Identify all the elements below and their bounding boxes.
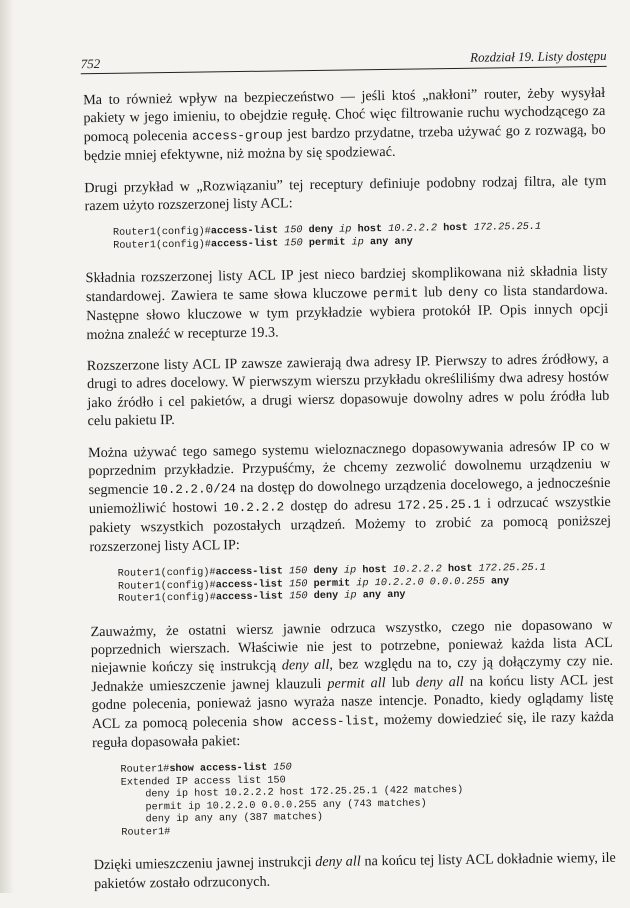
text-run: na końcu tej listy ACL dokładnie wiemy, ile pakietów zostało odrzuconych. bbox=[93, 850, 616, 893]
code-arg: 150 bbox=[284, 238, 303, 250]
code-command: access-list bbox=[210, 238, 279, 251]
text-run: , możemy dowiedzieć się, ile razy każda reguła dopasowała pakiet: bbox=[92, 708, 614, 752]
text-run: co lista standardowa. Następne słowo kluczowe w tym przykładzie wybiera protokół IP. Opis innych opcji można znaleźć w recepturze 19.3. bbox=[86, 281, 609, 343]
code-block-2 bbox=[118, 562, 612, 606]
code-prompt: Router1(config)# bbox=[118, 592, 217, 605]
paragraph-6 bbox=[90, 615, 614, 752]
inline-code: deny bbox=[447, 285, 479, 300]
text-run: Ma to również wpływ na bezpieczeństwo — jeśli ktoś „nakłoni” router, żeby wysyłał pakiety w jego imieniu, to obejdzie regułę. Choć więc filtrowanie ruchu wychodzącego za pomocą polecenia bbox=[83, 84, 606, 146]
code-keyword: permit bbox=[308, 237, 346, 250]
emphasis: permit all bbox=[327, 674, 386, 692]
paragraph-3 bbox=[86, 262, 609, 344]
code-arg: ip bbox=[344, 590, 357, 602]
code-block-1 bbox=[113, 221, 607, 253]
code-arg: 150 bbox=[273, 762, 292, 775]
code-arg: 10.2.2.2 bbox=[392, 564, 442, 577]
paragraph-4: Rozszerzone listy ACL IP zawsze zawierają dwa adresy IP. Pierwszy to adres źródłowy, a drugi to adres docelowy. W pierwszym wierszu przykładu określiliśmy dwa adresy hostów jako źródło i cel pakietów, a drugi wiersz dopasowuje dowolny adres w polu źródła lub celu pakietu IP. bbox=[86, 350, 610, 430]
inline-code: 10.2.2.0/24 bbox=[152, 481, 236, 497]
code-keyword: host bbox=[443, 223, 468, 235]
text-run: Zauważmy, że ostatni wiersz jawnie odrzuca wszystko, czego nie dopasowano w poprzednich wierszach. Właściwie nie jest to potrzebne, ponieważ każda lista ACL niejawnie kończy się instrukcją bbox=[90, 616, 613, 677]
running-header bbox=[80, 42, 606, 74]
code-arg: ip bbox=[339, 224, 352, 237]
code-prompt: Router1(config)# bbox=[113, 239, 212, 252]
code-command: access-list bbox=[210, 225, 279, 238]
code-command: access-list bbox=[215, 579, 284, 592]
code-arg: 150 bbox=[289, 591, 308, 603]
code-keyword: deny bbox=[313, 565, 338, 578]
code-command: show access-list bbox=[169, 763, 268, 776]
code-arg: 150 bbox=[289, 578, 308, 590]
text-run: dostęp do adresu bbox=[283, 496, 398, 515]
code-keyword: any bbox=[362, 590, 382, 602]
text-run: na końcu listy ACL jest godne polecenia, ponieważ jasno wyraża nasze intencje. Ponadto, kiedy oglądamy listę ACL za pomocą polecenia bbox=[91, 671, 614, 732]
paragraph-7 bbox=[94, 849, 616, 893]
code-keyword: host bbox=[357, 224, 383, 236]
code-keyword: host bbox=[447, 563, 473, 576]
code-command: access-list bbox=[215, 566, 283, 579]
code-command: access-list bbox=[215, 591, 284, 604]
text-run: jest bardzo przydatne, trzeba używać go z rozwagą, bo będzie mniej efektywne, niż można by się spodziewać. bbox=[83, 121, 606, 165]
inline-code: permit bbox=[372, 286, 419, 302]
code-arg: 172.25.25.1 bbox=[473, 222, 542, 235]
code-output-line: Router1# bbox=[121, 827, 171, 839]
code-keyword: any bbox=[490, 575, 510, 588]
text-run: Można używać tego samego systemu wieloznacznego dopasowywania adresów IP co w poprzednim przykładzie. Przypuśćmy, że chcemy zezwolić dowolnemu urządzeniu w segmencie bbox=[87, 437, 611, 498]
text-run: i odrzucać wszystkie pakiety wszystkich pozostałych urządzeń. Możemy to zrobić za pomocą poniższej rozszerzonej listy ACL IP: bbox=[89, 493, 612, 555]
emphasis: deny all bbox=[315, 853, 361, 871]
paragraph-2: Drugi przykład w „Rozwiązaniu” tej receptury definiuje podobny rodzaj filtra, ale tym razem użyto rozszerzonej listy ACL: bbox=[84, 172, 607, 215]
code-arg: 10.2.2.0 0.0.0.255 bbox=[374, 576, 485, 589]
code-arg: ip bbox=[356, 577, 369, 590]
code-prompt: Router1# bbox=[120, 764, 170, 777]
text-run: na dostęp do dowolnego urządzenia docelowego, a jednocześnie uniemożliwić hostowi bbox=[88, 474, 611, 518]
inline-code: 10.2.2.2 bbox=[223, 500, 285, 516]
code-keyword: any bbox=[387, 589, 406, 602]
code-arg: 150 bbox=[284, 225, 303, 237]
chapter-title: Rozdział 19. Listy dostępu bbox=[469, 47, 607, 65]
text-run: , bez względu na to, czy ją dołączymy czy nie. Jednakże umieszczenie jawnej klauzuli bbox=[91, 653, 614, 695]
inline-code: access-group bbox=[191, 128, 283, 144]
code-keyword: host bbox=[362, 565, 387, 577]
code-arg: 10.2.2.2 bbox=[388, 223, 438, 236]
code-arg: 172.25.25.1 bbox=[478, 562, 546, 575]
code-keyword: deny bbox=[308, 225, 334, 237]
code-output-line: Extended IP access list 150 bbox=[120, 775, 286, 789]
code-keyword: any bbox=[369, 236, 389, 249]
code-output-line: deny ip any any (387 matches) bbox=[121, 812, 324, 827]
paragraph-5 bbox=[88, 437, 612, 557]
paragraph-1 bbox=[83, 84, 606, 166]
code-output-line: deny ip host 10.2.2.2 host 172.25.25.1 (422 matches) bbox=[120, 785, 464, 802]
code-keyword: permit bbox=[313, 578, 351, 590]
emphasis: deny all bbox=[415, 673, 464, 691]
code-keyword: deny bbox=[313, 590, 339, 603]
code-block-3 bbox=[120, 758, 615, 840]
emphasis: deny all bbox=[281, 657, 330, 674]
text-run: Składnia rozszerzonej listy ACL IP jest nieco bardziej skomplikowana niż składnia listy standardowej. Zawiera te same słowa kluczowe bbox=[85, 263, 608, 306]
inline-code: 172.25.25.1 bbox=[397, 497, 481, 513]
code-arg: ip bbox=[351, 237, 364, 249]
code-prompt: Router1(config)# bbox=[117, 567, 216, 580]
text-run: Dzięki umieszczeniu jawnej instrukcji bbox=[93, 854, 316, 874]
code-prompt: Router1(config)# bbox=[112, 226, 211, 240]
code-prompt: Router1(config)# bbox=[117, 580, 216, 593]
code-output-line: permit ip 10.2.2.0 0.0.0.255 any (743 matches) bbox=[120, 798, 427, 814]
page-number: 752 bbox=[80, 55, 101, 72]
page-content bbox=[83, 84, 616, 906]
code-arg: 150 bbox=[288, 566, 308, 578]
text-run: lub bbox=[385, 674, 416, 691]
text-run: lub bbox=[418, 283, 449, 301]
inline-code: show access-list bbox=[252, 713, 375, 730]
code-arg: ip bbox=[343, 565, 357, 577]
code-keyword: any bbox=[394, 236, 413, 248]
